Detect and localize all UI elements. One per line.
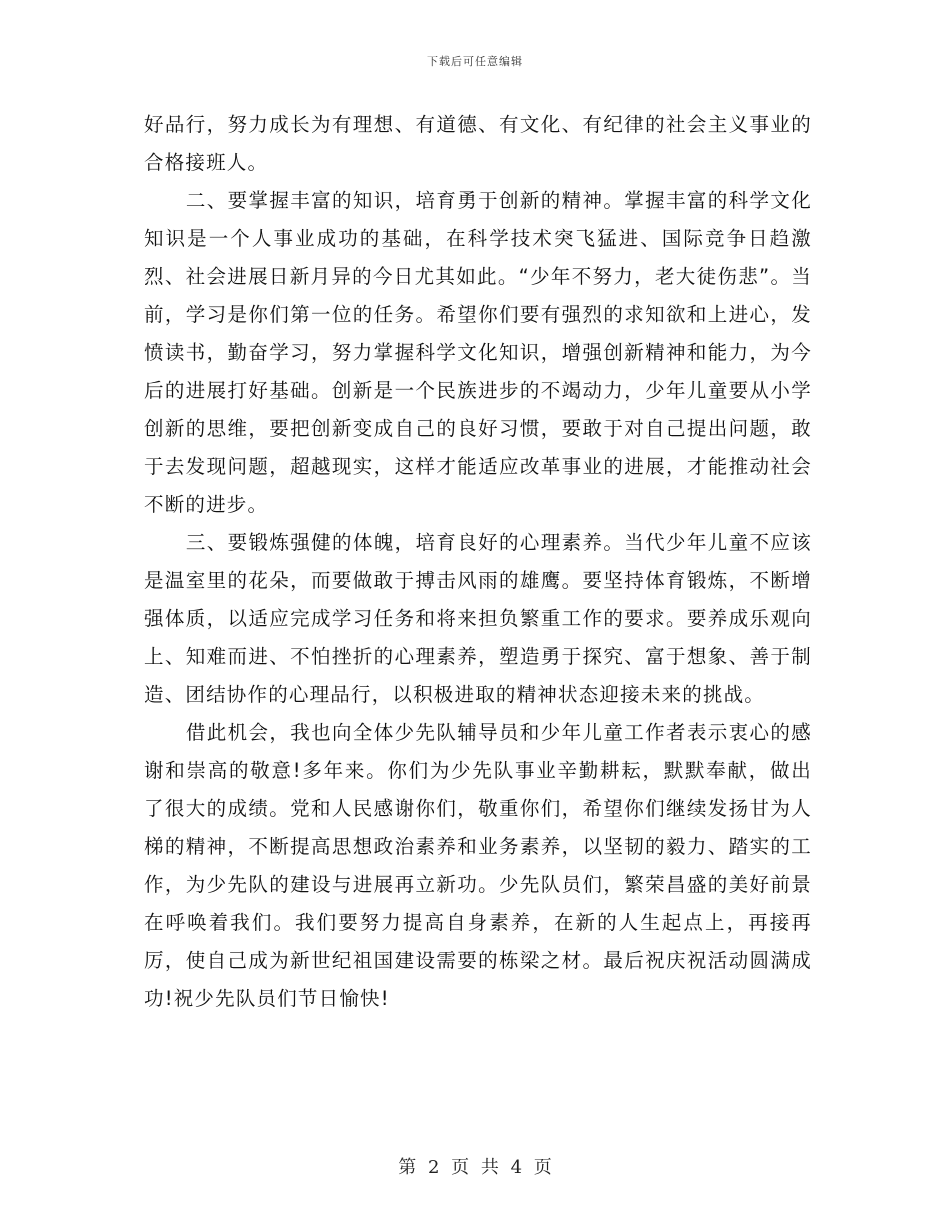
paragraph-2: 二、要掌握丰富的知识，培育勇于创新的精神。掌握丰富的科学文化知识是一个人事业成功的基础，在科学技术突飞猛进、国际竞争日趋激烈、社会进展日新月异的今日尤其如此。“少年不努力，老大徒伤悲”。当前，学习是你们第一位的任务。希望你们要有强烈的求知欲和上进心，发愤读书，勤奋学习，努力掌握科学文化知识，增强创新精神和能力，为今后的进展打好基础。创新是一个民族进步的不竭动力，少年儿童要从小学创新的思维，要把创新变成自己的良好习惯，要敢于对自己提出问题，敢于去发现问题，超越现实，这样才能适应改革事业的进展，才能推动社会不断的进步。 xyxy=(144,189,812,516)
paragraph-4: 借此机会，我也向全体少先队辅导员和少年儿童工作者表示衷心的感谢和崇高的敬意!多年来。你们为少先队事业辛勤耕耘，默默奉献，做出了很大的成绩。党和人民感谢你们，敬重你们，希望你们继续发扬甘为人梯的精神，不断提高思想政治素养和业务素养，以坚韧的毅力、踏实的工作，为少先队的建设与进展再立新功。少先队员们，繁荣昌盛的美好前景在呼唤着我们。我们要努力提高自身素养，在新的人生起点上，再接再厉，使自己成为新世纪祖国建设需要的栋梁之材。最后祝庆祝活动圆满成功!祝少先队员们节日愉快! xyxy=(144,721,812,1010)
page-header: 下载后可任意编辑 xyxy=(427,55,523,68)
document-body xyxy=(144,106,812,1018)
paragraph-3: 三、要锻炼强健的体魄，培育良好的心理素养。当代少年儿童不应该是温室里的花朵，而要做敢于搏击风雨的雄鹰。要坚持体育锻炼，不断增强体质，以适应完成学习任务和将来担负繁重工作的要求。要养成乐观向上、知难而进、不怕挫折的心理素养，塑造勇于探究、富于想象、善于制造、团结协作的心理品行，以积极进取的精神状态迎接未来的挑战。 xyxy=(144,531,812,706)
page-number-footer: 第 2 页 共 4 页 xyxy=(398,1157,552,1178)
paragraph-1: 好品行，努力成长为有理想、有道德、有文化、有纪律的社会主义事业的合格接班人。 xyxy=(144,113,812,174)
